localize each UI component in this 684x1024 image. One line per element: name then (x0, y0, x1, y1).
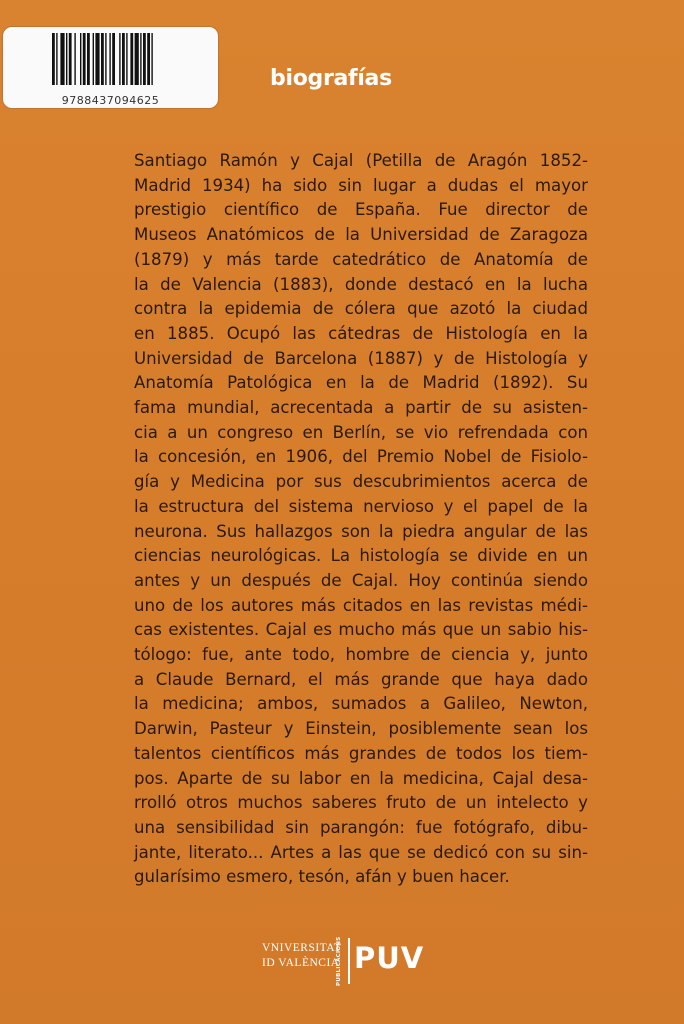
blurb-line: la de Valencia (1883), donde destacó en la lucha (134, 274, 588, 294)
publisher-name-line1: VNIVERSITAT (262, 942, 342, 954)
isbn-number: 9788437094625 (61, 94, 160, 107)
blurb-line: la medicina; ambos, sumados a Galileo, Newton, (134, 694, 588, 714)
blurb-line: la estructura del sistema nervioso y el papel de la (134, 496, 588, 516)
blurb-line: neurona. Sus hallazgos son la piedra angular de las (134, 521, 588, 541)
blurb-line: Museos Anatómicos de la Universidad de Zaragoza (134, 225, 588, 245)
blurb-line: pos. Aparte de su labor en la medicina, Cajal desa- (134, 768, 588, 788)
barcode-image (50, 33, 190, 91)
blurb-line: Santiago Ramón y Cajal (Petilla de Aragón 1852- (134, 151, 588, 170)
series-title: biografías (270, 66, 392, 91)
blurb-line: en 1885. Ocupó las cátedras de Histología en la (134, 323, 588, 343)
publisher-logo-text: PUV (354, 941, 425, 975)
blurb-line: Universidad de Barcelona (1887) y de Histología y (134, 348, 588, 368)
blurb-line: a Claude Bernard, el más grande que haya dado (134, 669, 588, 689)
blurb-line: contra la epidemia de cólera que azotó la ciudad (134, 299, 588, 319)
blurb-line: ciencias neurológicas. La histología se divide en un (134, 546, 588, 566)
blurb-line: uno de los autores más citados en las revistas médi- (134, 595, 588, 615)
blurb-line: la concesión, en 1906, del Premio Nobel de Fisiolo- (134, 447, 588, 467)
blurb-line: cas existentes. Cajal es mucho más que un sabio his- (134, 620, 588, 640)
publisher-divider (348, 938, 350, 984)
blurb-line: Anatomía Patológica en la de Madrid (1892). Su (134, 373, 588, 393)
blurb-line: rrolló otros muchos saberes fruto de un intelecto y (134, 793, 588, 813)
blurb-line: una sensibilidad sin parangón: fue fotógrafo, dibu- (134, 817, 588, 837)
blurb-line: Darwin, Pasteur y Einstein, posiblemente sean los (134, 719, 588, 739)
blurb-line: gía y Medicina por sus descubrimientos acerca de (134, 472, 588, 492)
publisher-vertical-text: PUBLICACIONS (336, 936, 342, 986)
blurb-line: tólogo: fue, ante todo, hombre de ciencia y, junto (134, 645, 588, 665)
blurb-line: jante, literato... Artes a las que se dedicó con su sin- (134, 842, 588, 862)
blurb-line: gularísimo esmero, tesón, afán y buen hacer. (134, 867, 510, 887)
blurb-line: talentos científicos más grandes de todos los tiem- (134, 743, 588, 763)
barcode-label (3, 27, 218, 108)
publisher-logo (262, 936, 425, 988)
blurb-line: antes y un después de Cajal. Hoy continúa siendo (134, 570, 588, 590)
blurb-line: (1879) y más tarde catedrático de Anatomía de (134, 249, 588, 269)
blurb-line: Madrid 1934) ha sido sin lugar a dudas el mayor (134, 175, 588, 195)
publisher-name-line2: ID VALÈNCIA (262, 957, 340, 969)
blurb-line: fama mundial, acrecentada a partir de su asisten- (134, 398, 588, 418)
blurb-line: cia a un congreso en Berlín, se vio refrendada con (134, 422, 588, 442)
blurb-line: prestigio científico de España. Fue director de (134, 200, 588, 220)
back-cover-blurb (134, 149, 588, 890)
